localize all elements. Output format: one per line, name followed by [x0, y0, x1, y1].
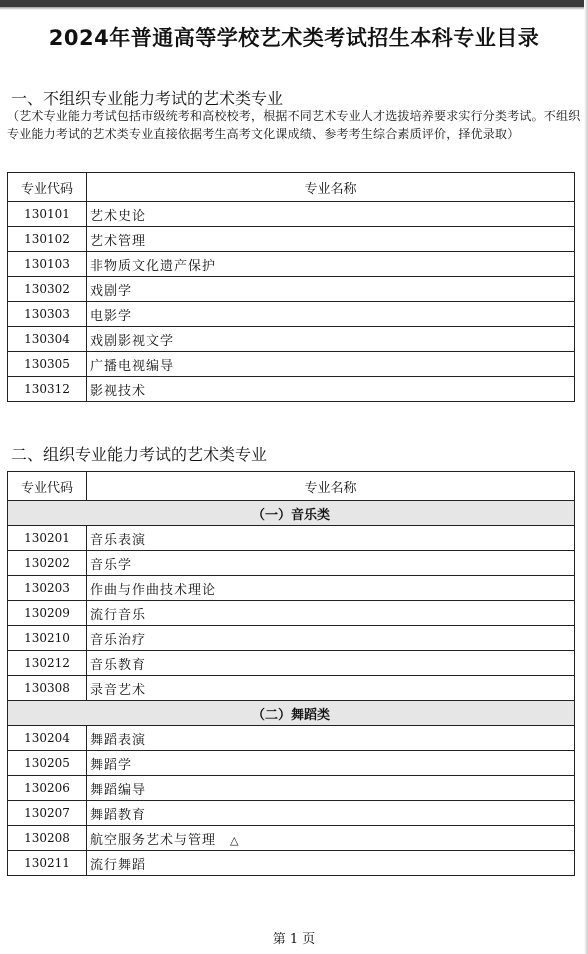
major-name: 舞蹈编导: [87, 776, 575, 801]
major-code: 130208: [8, 826, 87, 851]
table-row: [8, 227, 575, 252]
major-name: 音乐教育: [87, 651, 575, 676]
major-code: 130305: [8, 352, 87, 377]
category-label: （二）舞蹈类: [8, 701, 575, 726]
column-header-name: 专业名称: [87, 472, 575, 501]
table-row: [8, 851, 575, 876]
table-row: [8, 726, 575, 751]
triangle-mark: △: [230, 833, 240, 847]
major-code: 130209: [8, 601, 87, 626]
table-row: [8, 252, 575, 277]
category-row-music: [8, 501, 575, 526]
table-row: [8, 327, 575, 352]
table-row: [8, 576, 575, 601]
major-code: 130202: [8, 551, 87, 576]
major-name: 电影学: [87, 302, 575, 327]
top-edge-shadow: [0, 7, 588, 10]
major-name: 舞蹈表演: [87, 726, 575, 751]
table-row: [8, 551, 575, 576]
table-header-row: [8, 472, 575, 501]
major-name: 音乐表演: [87, 526, 575, 551]
major-name: 音乐学: [87, 551, 575, 576]
category-row-dance: [8, 701, 575, 726]
major-code: 130201: [8, 526, 87, 551]
section1-heading: 一、不组织专业能力考试的艺术类专业: [11, 89, 284, 108]
table-row: [8, 651, 575, 676]
table-row: [8, 526, 575, 551]
major-name: 非物质文化遗产保护: [87, 252, 575, 277]
major-name: 艺术史论: [87, 202, 575, 227]
major-name: 戏剧学: [87, 277, 575, 302]
major-name: 影视技术: [87, 377, 575, 402]
major-code: 130210: [8, 626, 87, 651]
table-row: [8, 801, 575, 826]
major-code: 130207: [8, 801, 87, 826]
section2-heading: 二、组织专业能力考试的艺术类专业: [11, 445, 268, 464]
major-code: 130102: [8, 227, 87, 252]
right-edge-shadow: [584, 0, 588, 954]
major-name: 流行舞蹈: [87, 851, 575, 876]
table-row: [8, 601, 575, 626]
major-name: 广播电视编导: [87, 352, 575, 377]
major-code: 130304: [8, 327, 87, 352]
top-edge-band: [0, 0, 588, 7]
table-row: [8, 826, 575, 851]
table-row: [8, 776, 575, 801]
major-code: 130211: [8, 851, 87, 876]
section1-note: （艺术专业能力考试包括市级统考和高校校考，根据不同艺术专业人才选拔培养要求实行分类考试。不组织专业能力考试的艺术类专业直接依据考生高考文化课成绩、参考考生综合素质评价，择优录取）: [7, 109, 581, 141]
major-code: 130103: [8, 252, 87, 277]
table-row: [8, 302, 575, 327]
major-name-cell: [87, 826, 575, 851]
major-name: 作曲与作曲技术理论: [87, 576, 575, 601]
section2-table: [7, 471, 575, 876]
major-code: 130206: [8, 776, 87, 801]
major-name: 录音艺术: [87, 676, 575, 701]
major-code: 130302: [8, 277, 87, 302]
major-code: 130312: [8, 377, 87, 402]
major-code: 130101: [8, 202, 87, 227]
major-name: 戏剧影视文学: [87, 327, 575, 352]
major-name: 音乐治疗: [87, 626, 575, 651]
column-header-code: 专业代码: [8, 173, 87, 202]
major-code: 130308: [8, 676, 87, 701]
table-header-row: [8, 173, 575, 202]
table-row: [8, 202, 575, 227]
section1-table: [7, 172, 575, 402]
major-name: 艺术管理: [87, 227, 575, 252]
document-title: 2024年普通高等学校艺术类考试招生本科专业目录: [48, 26, 540, 50]
column-header-code: 专业代码: [8, 472, 87, 501]
major-code: 130204: [8, 726, 87, 751]
major-name: 航空服务艺术与管理: [90, 832, 217, 848]
table-row: [8, 377, 575, 402]
category-label: （一）音乐类: [8, 501, 575, 526]
table-row: [8, 626, 575, 651]
table-row: [8, 751, 575, 776]
major-code: 130205: [8, 751, 87, 776]
major-code: 130203: [8, 576, 87, 601]
major-code: 130303: [8, 302, 87, 327]
major-code: 130212: [8, 651, 87, 676]
major-name: 流行音乐: [87, 601, 575, 626]
table-row: [8, 676, 575, 701]
column-header-name: 专业名称: [87, 173, 575, 202]
table-row: [8, 352, 575, 377]
page-number: 第 1 页: [272, 932, 316, 947]
table-row: [8, 277, 575, 302]
major-name: 舞蹈学: [87, 751, 575, 776]
major-name: 舞蹈教育: [87, 801, 575, 826]
